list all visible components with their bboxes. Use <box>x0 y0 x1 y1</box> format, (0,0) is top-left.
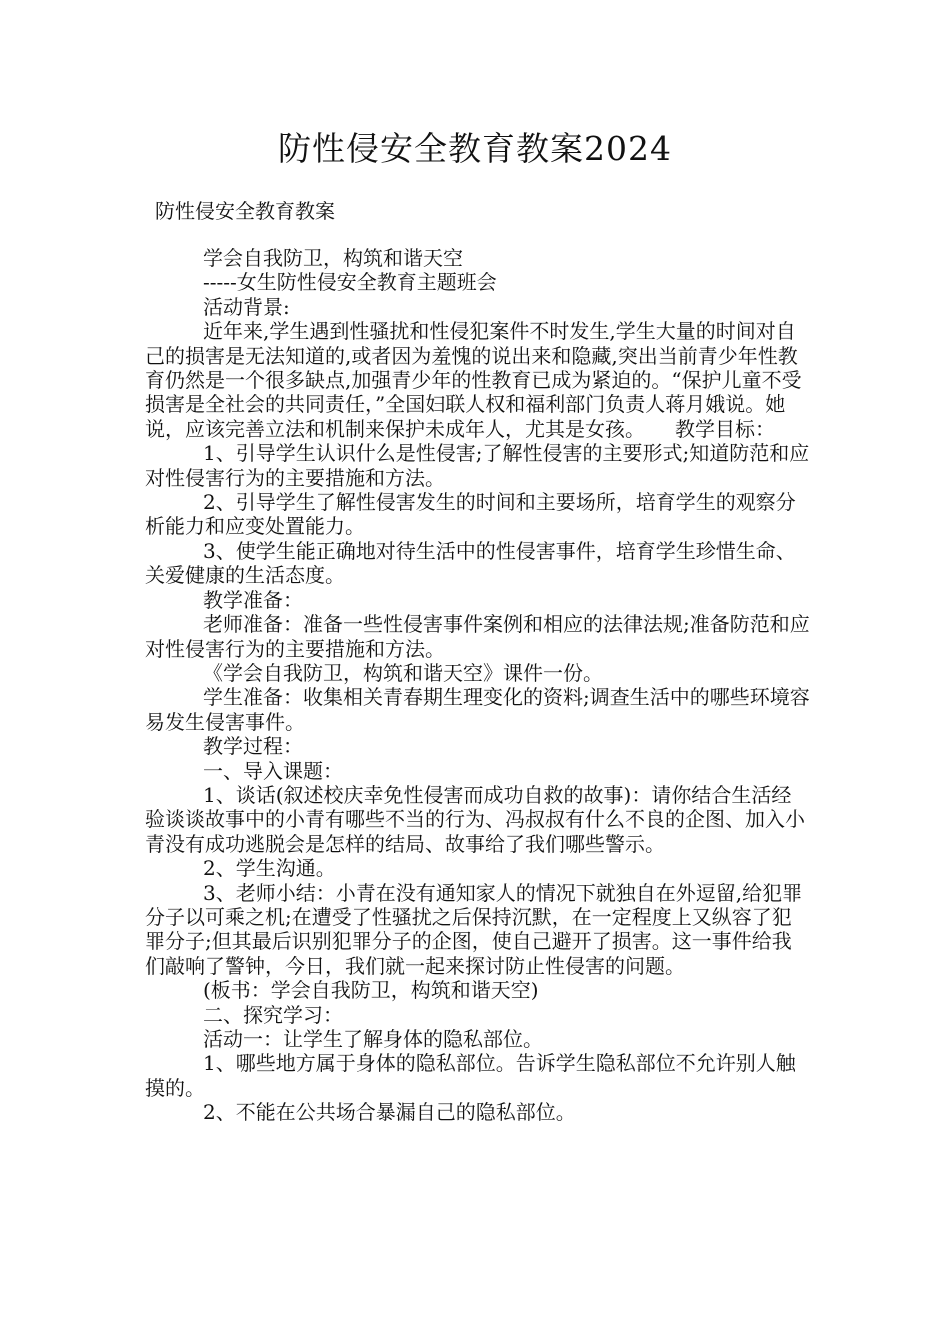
paragraph: 二、探究学习： <box>203 1002 343 1027</box>
paragraph: 1、哪些地方属于身体的隐私部位。告诉学生隐私部位不允许别人触摸的。 <box>145 1051 796 1100</box>
paragraph: 2、不能在公共场合暴漏自己的隐私部位。 <box>203 1100 576 1125</box>
paragraph: 1、谈话(叙述校庆幸免性侵害而成功自救的故事)：请你结合生活经验谈谈故事中的小青有哪些不当的行为、冯叔叔有什么不良的企图、加入小青没有成功逃脱会是怎样的结局、故事给了我们哪些警示。 <box>145 782 805 856</box>
paragraph: 近年来,学生遇到性骚扰和性侵犯案件不时发生,学生大量的时间对自己的损害是无法知道的,或者因为羞愧的说出来和隐藏,突出当前青少年性教育仍然是一个很多缺点,加强青少年的性教育已成为紧迫的。“保护儿童不受损害是全社会的共同责任，”全国妇联人权和福利部门负责人蒋月娥说。她说，应该完善立法和机制来保护未成年人，尤其是女孩。 教学目标： <box>145 319 802 441</box>
paragraph: 老师准备：准备一些性侵害事件案例和相应的法律法规;准备防范和应对性侵害行为的主要措施和方法。 <box>145 612 810 661</box>
document-title: 防性侵安全教育教案2024 <box>278 129 672 168</box>
paragraph: 《学会自我防卫，构筑和谐天空》课件一份。 <box>203 660 603 685</box>
document-subtitle: 防性侵安全教育教案 <box>155 199 335 223</box>
paragraph: 2、学生沟通。 <box>203 856 336 881</box>
paragraph: 教学过程： <box>203 734 303 759</box>
paragraph: 学生准备：收集相关青春期生理变化的资料;调查生活中的哪些环境容易发生侵害事件。 <box>145 685 810 734</box>
paragraph: 活动一：让学生了解身体的隐私部位。 <box>203 1027 543 1051</box>
paragraph: -----女生防性侵安全教育主题班会 <box>203 270 497 295</box>
paragraph: 3、老师小结：小青在没有通知家人的情况下就独自在外逗留,给犯罪分子以可乘之机;在遭受了性骚扰之后保持沉默，在一定程度上又纵容了犯罪分子;但其最后识别犯罪分子的企图，使自己避开了损害。这一事件给我们敲响了警钟，今日，我们就一起来探讨防止性侵害的问题。 <box>145 880 803 978</box>
paragraph: 1、引导学生认识什么是性侵害;了解性侵害的主要形式;知道防范和应对性侵害行为的主要措施和方法。 <box>145 441 810 490</box>
paragraph: 教学准备： <box>203 587 303 612</box>
document-body <box>145 246 810 1125</box>
paragraph: 学会自我防卫，构筑和谐天空 <box>203 246 463 270</box>
paragraph: 一、导入课题： <box>203 758 343 783</box>
paragraph: 3、使学生能正确地对待生活中的性侵害事件，培育学生珍惜生命、关爱健康的生活态度。 <box>145 538 796 588</box>
paragraph: 活动背景: <box>203 294 290 319</box>
paragraph: (板书：学会自我防卫，构筑和谐天空) <box>203 978 539 1003</box>
paragraph: 2、引导学生了解性侵害发生的时间和主要场所，培育学生的观察分析能力和应变处置能力。 <box>145 490 796 539</box>
